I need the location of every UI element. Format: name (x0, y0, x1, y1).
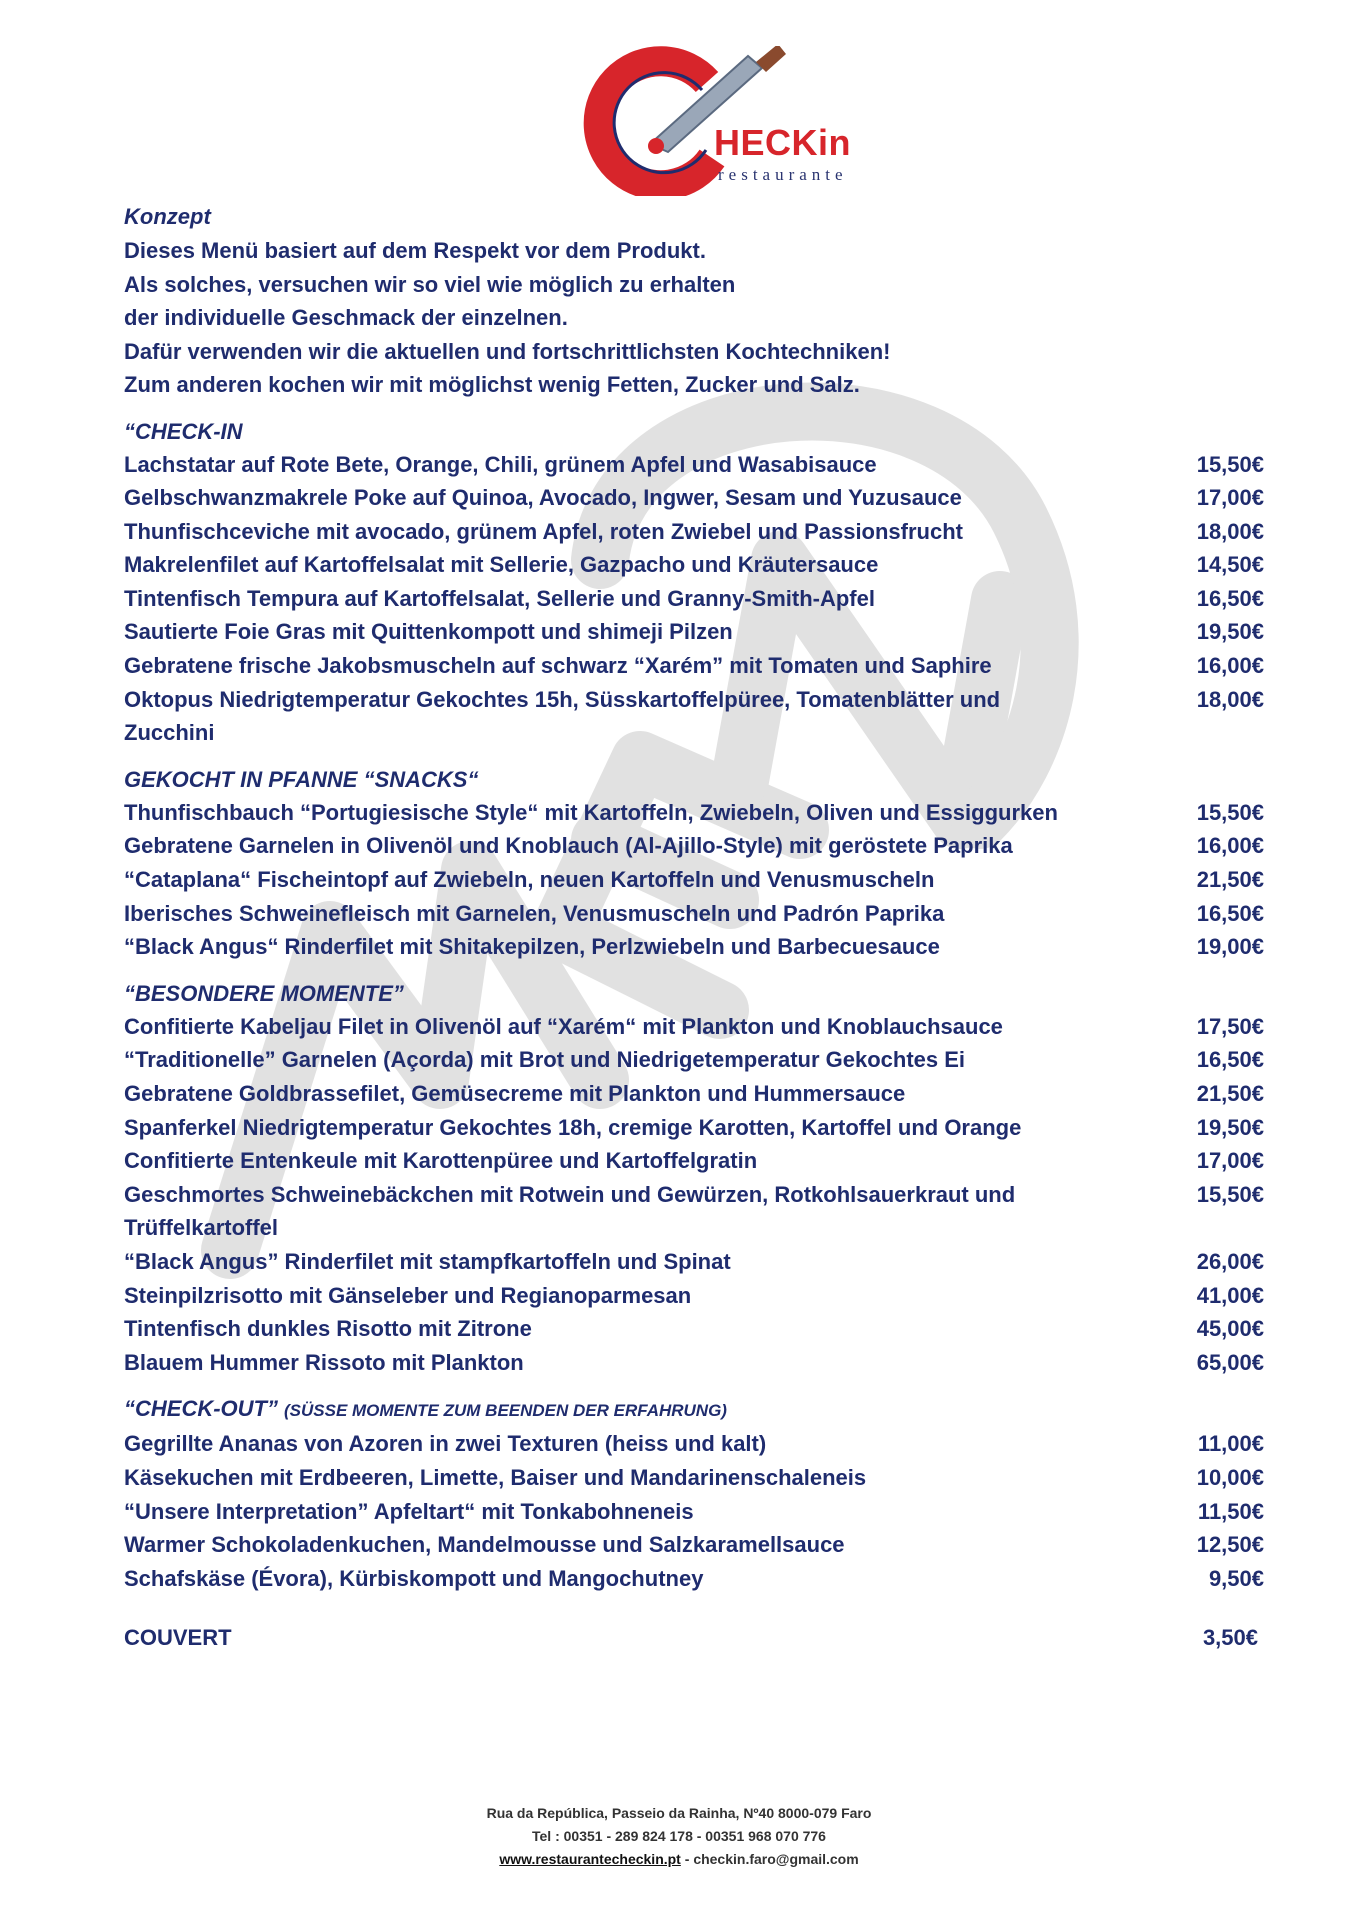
section-title (124, 764, 1264, 796)
section-title (124, 978, 1264, 1010)
menu-item-price: 12,50€ (1196, 1532, 1264, 1558)
menu-item-name: Blauem Hummer Rissoto mit Plankton (124, 1349, 524, 1375)
menu-item-name: “Traditionelle” Garnelen (Açorda) mit Brot und Niedrigetemperatur Gekochtes Ei (124, 1047, 966, 1073)
menu-item-price: 21,50€ (1196, 867, 1264, 893)
menu-item (124, 582, 1264, 616)
menu-item-name: Tintenfisch Tempura auf Kartoffelsalat, Sellerie und Granny-Smith-Apfel (124, 585, 875, 611)
concept-line: Als solches, versuchen wir so viel wie möglich zu erhalten (124, 271, 736, 297)
menu-content (124, 200, 1264, 1655)
menu-item-price: 16,50€ (1196, 585, 1264, 611)
menu-item (124, 1279, 1264, 1313)
section-title (124, 1393, 1264, 1427)
menu-item-price: 26,00€ (1196, 1248, 1264, 1274)
menu-item-name: Schafskäse (Évora), Kürbiskompott und Mangochutney (124, 1565, 704, 1591)
menu-item (124, 481, 1264, 515)
menu-item-price: 19,50€ (1196, 1114, 1264, 1140)
menu-item-name: Confitierte Kabeljau Filet in Olivenöl auf “Xarém“ mit Plankton und Knoblauchsauce (124, 1013, 1003, 1039)
menu-item-price: 41,00€ (1196, 1282, 1264, 1308)
menu-item (124, 1144, 1264, 1178)
menu-item (124, 863, 1264, 897)
couvert-price: 3,50€ (1202, 1625, 1258, 1651)
menu-sections (124, 416, 1264, 1596)
couvert-row (124, 1621, 1264, 1655)
menu-item-price: 9,50€ (1208, 1565, 1264, 1591)
menu-item-name: Gebratene frische Jakobsmuscheln auf schwarz “Xarém” mit Tomaten und Saphire (124, 653, 992, 679)
menu-section (124, 764, 1264, 964)
menu-item (124, 930, 1264, 964)
concept-line: Dieses Menü basiert auf dem Respekt vor dem Produkt. (124, 238, 706, 263)
menu-item-name: “Unsere Interpretation” Apfeltart“ mit Tonkabohneneis (124, 1498, 694, 1524)
menu-item-price: 17,50€ (1196, 1013, 1264, 1039)
menu-item-name: Steinpilzrisotto mit Gänseleber und Regianoparmesan (124, 1282, 692, 1308)
menu-section (124, 1393, 1264, 1595)
menu-item-name: Gebratene Garnelen in Olivenöl und Knoblauch (Al-Ajillo-Style) mit geröstete Paprika (124, 833, 1013, 859)
menu-item-name: Tintenfisch dunkles Risotto mit Zitrone (124, 1316, 532, 1342)
couvert-label: COUVERT (124, 1625, 232, 1651)
menu-item-price: 18,00€ (1196, 518, 1264, 544)
menu-item (124, 829, 1264, 863)
menu-item-name: “Cataplana“ Fischeintopf auf Zwiebeln, neuen Kartoffeln und Venusmuscheln (124, 867, 935, 893)
footer-separator: - (684, 1851, 690, 1867)
section-title-text: GEKOCHT IN PFANNE “SNACKS“ (124, 766, 479, 792)
footer-phone: Tel : 00351 - 289 824 178 - 00351 968 070 776 (532, 1828, 826, 1844)
menu-item (124, 1111, 1264, 1145)
logo-wordmark: HECKin (714, 122, 851, 163)
concept-line: Dafür verwenden wir die aktuellen und fortschrittlichsten Kochtechniken! (124, 338, 891, 364)
menu-item-price: 15,50€ (1196, 799, 1264, 825)
footer-contact (0, 1848, 1358, 1871)
menu-item-price: 11,00€ (1197, 1431, 1264, 1457)
menu-item-price: 19,50€ (1196, 619, 1264, 645)
menu-item-name: Thunfischbauch “Portugiesische Style“ mit Kartoffeln, Zwiebeln, Oliven und Essiggurken (124, 799, 1058, 825)
footer-email[interactable]: checkin.faro@gmail.com (693, 1851, 859, 1867)
section-title-text: “CHECK-IN (124, 418, 243, 444)
menu-item (124, 1312, 1264, 1346)
menu-item (124, 1528, 1264, 1562)
menu-item-price: 15,50€ (1196, 1181, 1264, 1207)
menu-item-price: 19,00€ (1196, 934, 1264, 960)
menu-item (124, 1427, 1264, 1461)
menu-item-price: 11,50€ (1197, 1498, 1264, 1524)
website-link[interactable]: www.restaurantecheckin.pt (499, 1851, 681, 1867)
menu-item (124, 1495, 1264, 1529)
menu-item-price: 17,00€ (1196, 485, 1264, 511)
menu-item-price: 10,00€ (1196, 1464, 1264, 1490)
menu-item-price: 16,50€ (1196, 900, 1264, 926)
menu-item-name: Confitierte Entenkeule mit Karottenpüree und Kartoffelgratin (124, 1148, 758, 1174)
menu-item (124, 796, 1264, 830)
menu-section (124, 978, 1264, 1380)
menu-item (124, 515, 1264, 549)
menu-item-name: Iberisches Schweinefleisch mit Garnelen, Venusmuscheln und Padrón Paprika (124, 900, 945, 926)
menu-item-price: 21,50€ (1196, 1081, 1264, 1106)
menu-item-price: 18,00€ (1196, 686, 1264, 712)
menu-item-name: Gegrillte Ananas von Azoren in zwei Texturen (heiss und kalt) (124, 1431, 767, 1457)
logo-subtitle: restaurante (718, 165, 848, 184)
menu-item-name: Käsekuchen mit Erdbeeren, Limette, Baiser und Mandarinenschaleneis (124, 1464, 867, 1490)
menu-item (124, 1461, 1264, 1495)
menu-item (124, 1010, 1264, 1044)
menu-item-name: “Black Angus“ Rinderfilet mit Shitakepilzen, Perlzwiebeln und Barbecuesauce (124, 934, 940, 960)
menu-section (124, 416, 1264, 750)
menu-item-name: Makrelenfilet auf Kartoffelsalat mit Sellerie, Gazpacho und Kräutersauce (124, 552, 879, 578)
menu-item-name: Gebratene Goldbrassefilet, Gemüsecreme mit Plankton und Hummersauce (124, 1081, 906, 1106)
menu-item (124, 448, 1264, 482)
concept-line: Zum anderen kochen wir mit möglichst wenig Fetten, Zucker und Salz. (124, 372, 860, 397)
menu-item-price: 16,50€ (1196, 1047, 1264, 1073)
section-title (124, 416, 1264, 448)
menu-item-price: 16,00€ (1196, 653, 1264, 679)
menu-item-name: Sautierte Foie Gras mit Quittenkompott und shimeji Pilzen (124, 619, 733, 645)
footer (0, 1802, 1358, 1871)
menu-item (124, 615, 1264, 649)
menu-item (124, 897, 1264, 931)
menu-item-name: “Black Angus” Rinderfilet mit stampfkartoffeln und Spinat (124, 1248, 731, 1274)
menu-item-price: 17,00€ (1196, 1148, 1264, 1174)
footer-address: Rua da República, Passeio da Rainha, Nº40 8000-079 Faro (486, 1805, 872, 1821)
menu-item-name: Geschmortes Schweinebäckchen mit Rotwein und Gewürzen, Rotkohlsauerkraut und Trüffelkartoffel (124, 1181, 1016, 1241)
menu-item (124, 1077, 1264, 1111)
menu-item (124, 683, 1264, 750)
menu-item (124, 1346, 1264, 1380)
menu-item (124, 1562, 1264, 1596)
restaurant-logo (572, 46, 892, 196)
menu-item-name: Oktopus Niedrigtemperatur Gekochtes 15h, Süsskartoffelpüree, Tomatenblätter und Zucchini (124, 686, 1001, 746)
menu-item-name: Thunfischceviche mit avocado, grünem Apfel, roten Zwiebel und Passionsfrucht (124, 518, 963, 544)
menu-item (124, 649, 1264, 683)
menu-item (124, 1245, 1264, 1279)
menu-item-name: Spanferkel Niedrigtemperatur Gekochtes 18h, cremige Karotten, Kartoffel und Orange (124, 1114, 1022, 1140)
section-note: (SÜSSE MOMENTE ZUM BEENDEN DER ERFAHRUNG) (284, 1401, 727, 1421)
menu-item (124, 1178, 1264, 1245)
menu-item-price: 15,50€ (1196, 451, 1264, 477)
menu-item-price: 45,00€ (1196, 1316, 1264, 1342)
section-title-text: “CHECK-OUT” (124, 1396, 278, 1422)
menu-item-name: Warmer Schokoladenkuchen, Mandelmousse und Salzkaramellsauce (124, 1532, 845, 1558)
concept-line: der individuelle Geschmack der einzelnen. (124, 305, 568, 330)
concept-block (124, 200, 1264, 402)
menu-item-price: 65,00€ (1196, 1349, 1264, 1375)
menu-item (124, 1043, 1264, 1077)
menu-item-name: Gelbschwanzmakrele Poke auf Quinoa, Avocado, Ingwer, Sesam und Yuzusauce (124, 485, 962, 511)
menu-item-price: 16,00€ (1196, 833, 1264, 859)
menu-item (124, 548, 1264, 582)
concept-title: Konzept (124, 204, 211, 229)
section-title-text: “BESONDERE MOMENTE” (124, 980, 404, 1006)
menu-item-price: 14,50€ (1196, 552, 1264, 578)
menu-item-name: Lachstatar auf Rote Bete, Orange, Chili, grünem Apfel und Wasabisauce (124, 451, 877, 477)
